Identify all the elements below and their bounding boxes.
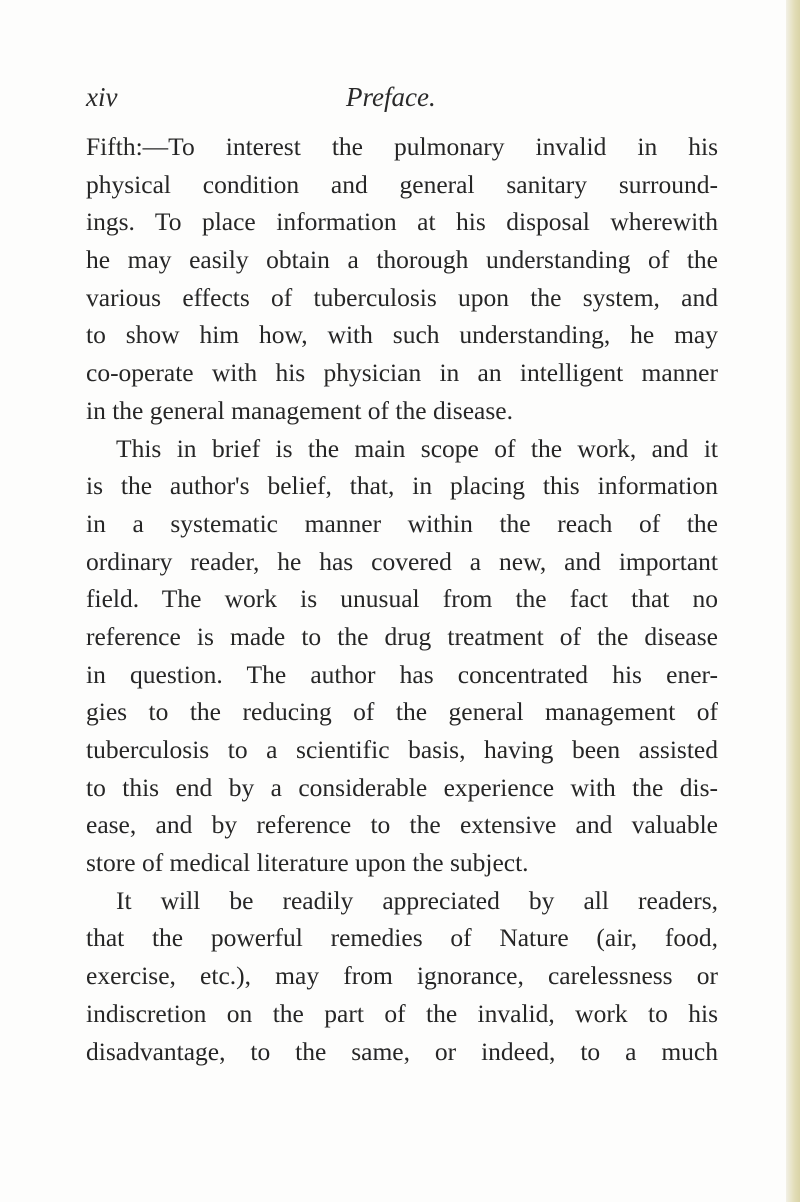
- text-line: in the general management of the disease.: [86, 395, 513, 425]
- text-line: Fifth:—To interest the pulmonary invalid in his: [86, 132, 718, 161]
- text-line: to show him how, with such understanding, he may: [86, 320, 718, 350]
- text-line: ings. To place information at his disposal wherewith: [86, 207, 718, 237]
- text-line: co-operate with his physician in an intelligent manner: [86, 358, 718, 388]
- text-line: that the powerful remedies of Nature (air, food,: [86, 923, 718, 953]
- text-line: physical condition and general sanitary surround-: [86, 169, 718, 199]
- text-line: in question. The author has concentrated his ener-: [86, 659, 718, 689]
- text-line: This in brief is the main scope of the work, and it: [116, 433, 718, 463]
- text-line: gies to the reducing of the general management of: [86, 697, 718, 727]
- text-line: in a systematic manner within the reach of the: [86, 508, 718, 538]
- running-header: [86, 82, 726, 116]
- text-line: is the author's belief, that, in placing this information: [86, 471, 718, 501]
- text-line: It will be readily appreciated by all readers,: [116, 885, 718, 915]
- text-line: various effects of tuberculosis upon the system, and: [86, 282, 718, 312]
- text-line: field. The work is unusual from the fact that no: [86, 584, 718, 614]
- text-line: tuberculosis to a scientific basis, having been assisted: [86, 735, 718, 764]
- page-edge: [786, 0, 800, 1202]
- text-line: indiscretion on the part of the invalid, work to his: [86, 998, 718, 1028]
- page-number: xiv: [86, 82, 118, 112]
- text-line: ease, and by reference to the extensive and valuable: [86, 810, 718, 840]
- text-line: disadvantage, to the same, or indeed, to a much: [86, 1036, 718, 1066]
- running-title: Preface.: [346, 82, 436, 112]
- text-line: exercise, etc.), may from ignorance, carelessness or: [86, 961, 718, 991]
- text-line: to this end by a considerable experience with the dis-: [86, 772, 718, 802]
- text-line: reference is made to the drug treatment of the disease: [86, 621, 718, 651]
- text-line: he may easily obtain a thorough understanding of the: [86, 245, 718, 275]
- body-text: [86, 128, 718, 1070]
- text-line: store of medical literature upon the subject.: [86, 848, 529, 878]
- text-line: ordinary reader, he has covered a new, and important: [86, 546, 718, 576]
